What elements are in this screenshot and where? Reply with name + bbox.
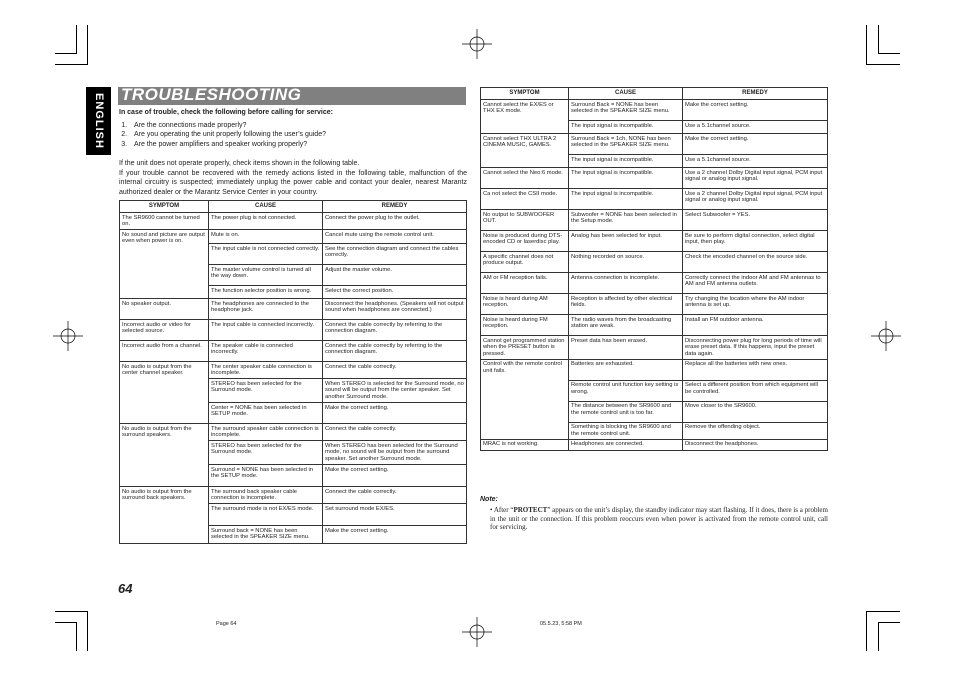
intro-section (119, 108, 467, 149)
cause-cell: The input cable is not connected correctly. (209, 244, 323, 265)
cause-cell: STEREO has been selected for the Surround mode. (209, 441, 323, 465)
table-row (481, 273, 828, 294)
crop-mark (87, 611, 88, 651)
footer-left: Page 64 (216, 621, 237, 627)
cause-cell: The input signal is incompatible. (569, 168, 683, 189)
intro-paragraphs (119, 159, 467, 197)
crop-mark (878, 53, 900, 54)
symptom-cell: Incorrect audio or video for selected source. (120, 320, 209, 341)
cause-cell: The input signal is incompatible. (569, 155, 683, 168)
remedy-cell: Connect the cable correctly by referring to the connection diagram. (323, 320, 467, 341)
remedy-cell: Use a 5.1channel source. (683, 155, 828, 168)
crop-mark (878, 622, 900, 623)
table-row (120, 362, 467, 379)
cause-cell: The center speaker cable connection is incomplete. (209, 362, 323, 379)
remedy-cell: When STEREO has been selected for the Surround mode, no sound will be output from the surround speaker. Set another Surround mode. (323, 441, 467, 465)
crop-mark (55, 64, 88, 65)
crop-mark (866, 611, 900, 612)
remedy-cell: Connect the cable correctly. (323, 362, 467, 379)
table-row (481, 134, 828, 155)
cause-cell: Headphones are connected. (569, 439, 683, 450)
remedy-cell: Replace all the batteries with new ones. (683, 359, 828, 380)
symptom-cell: The SR9600 cannot be turned on. (120, 213, 209, 230)
table-row (120, 341, 467, 362)
cause-cell: The input signal is incompatible. (569, 189, 683, 210)
remedy-cell: Use a 5.1channel source. (683, 121, 828, 134)
symptom-cell: Control with the remote control unit fails. (481, 359, 569, 439)
troubleshooting-table-left (119, 200, 467, 544)
table-row (120, 213, 467, 230)
registration-mark-icon (462, 617, 492, 647)
table-row (120, 230, 467, 244)
cause-cell: Surround Back = 1ch, NONE has been selected in the SPEAKER SIZE menu. (569, 134, 683, 155)
note-body (490, 506, 828, 532)
cause-cell: Surround = NONE has been selected in the SETUP mode. (209, 465, 323, 487)
note-keyword: PROTECT (513, 506, 548, 514)
table-row (481, 252, 828, 273)
note-text-before: • After “ (490, 506, 514, 514)
symptom-cell: Cannot select the EX/ES or THX EX mode. (481, 100, 569, 134)
intro-paragraph: If your trouble cannot be recovered with the remedy actions listed in the following table, malfunction of the internal circuitry is suspected; immediately unplug the power cable and contact your dealer, nearest Marantz authorized dealer or the Marantz Service Center in your country. (119, 169, 467, 196)
remedy-cell: Adjust the master volume. (323, 265, 467, 286)
remedy-cell: Make the correct setting. (683, 134, 828, 155)
cause-cell: Nothing recorded on source. (569, 252, 683, 273)
cause-cell: Surround Back = NONE has been selected in the SPEAKER SIZE menu. (569, 100, 683, 121)
table-row (481, 210, 828, 231)
symptom-cell: MRAC is not working. (481, 439, 569, 450)
cause-cell: The surround speaker cable connection is incomplete. (209, 424, 323, 441)
remedy-cell: Use a 2 channel Dolby Digital input signal, PCM input signal or analog input signal. (683, 189, 828, 210)
cause-cell: The surround back speaker cable connection is incomplete. (209, 487, 323, 504)
remedy-cell: Connect the cable correctly. (323, 424, 467, 441)
remedy-cell: Use a 2 channel Dolby Digital input signal, PCM input signal or analog input signal. (683, 168, 828, 189)
cause-cell: The input cable is connected incorrectly. (209, 320, 323, 341)
check-item: 1. Are the connections made properly? (129, 121, 467, 131)
crop-mark (866, 25, 867, 65)
check-list (119, 121, 467, 150)
header-remedy: REMEDY (323, 201, 467, 213)
table-row (481, 315, 828, 336)
symptom-cell: Noise is heard during AM reception. (481, 294, 569, 315)
troubleshooting-table-right (480, 87, 828, 451)
table-row (481, 100, 828, 121)
symptom-cell: Cannot select the Neo:6 mode. (481, 168, 569, 189)
table-row (481, 189, 828, 210)
symptom-cell: A specific channel does not produce output. (481, 252, 569, 273)
table-row (481, 231, 828, 252)
header-symptom: SYMPTOM (481, 88, 569, 100)
remedy-cell: Remove the offending object. (683, 422, 828, 439)
remedy-cell: Correctly connect the indoor AM and FM antennas to AM and FM antenna outlets. (683, 273, 828, 294)
intro-heading: In case of trouble, check the following before calling for service: (119, 109, 333, 116)
symptom-cell: No audio is output from the center channel speaker. (120, 362, 209, 424)
cause-cell: Reception is affected by other electrical fields. (569, 294, 683, 315)
table-row (481, 336, 828, 360)
remedy-cell: Select a different position from which equipment will be controlled. (683, 380, 828, 401)
cause-cell: Preset data has been erased. (569, 336, 683, 360)
symptom-cell: Cannot get programmed station when the PRESET button is pressed. (481, 336, 569, 360)
symptom-cell: Noise is produced during DTS-encoded CD or laserdisc play. (481, 231, 569, 252)
language-tab-label: ENGLISH (92, 93, 105, 149)
symptom-cell: Incorrect audio from a channel. (120, 341, 209, 362)
table-row (120, 320, 467, 341)
header-symptom: SYMPTOM (120, 201, 209, 213)
registration-mark-icon (462, 29, 492, 59)
crop-mark (878, 25, 879, 53)
symptom-cell: No audio is output from the surround back speakers. (120, 487, 209, 543)
cause-cell: The surround mode is not EX/ES mode. (209, 504, 323, 526)
cause-cell: The headphones are connected to the headphone jack. (209, 299, 323, 320)
remedy-cell: Try changing the location where the AM indoor antenna is set up. (683, 294, 828, 315)
remedy-cell: Make the correct setting. (323, 526, 467, 543)
symptom-cell: No output to SUBWOOFER OUT. (481, 210, 569, 231)
table-row (481, 168, 828, 189)
remedy-cell: Connect the cable correctly. (323, 487, 467, 504)
crop-mark (55, 611, 88, 612)
page-title: TROUBLESHOOTING (121, 85, 302, 104)
table-row (120, 424, 467, 441)
symptom-cell: Ca not select the CSII mode. (481, 189, 569, 210)
cause-cell: Remote control unit function key setting is wrong. (569, 380, 683, 401)
registration-mark-icon (871, 321, 901, 351)
symptom-cell: No sound and picture are output even when power is on. (120, 230, 209, 299)
crop-mark (76, 25, 77, 53)
cause-cell: Something is blocking the SR9600 and the remote control unit. (569, 422, 683, 439)
note-title: Note: (480, 496, 498, 503)
crop-mark (87, 25, 88, 65)
remedy-cell: Check the encoded channel on the source side. (683, 252, 828, 273)
remedy-cell: Disconnect the headphones. (683, 439, 828, 450)
cause-cell: Mute is on. (209, 230, 323, 244)
table-row (120, 487, 467, 504)
cause-cell: The master volume control is turned all the way down. (209, 265, 323, 286)
remedy-cell: Make the correct setting. (323, 403, 467, 424)
cause-cell: Surround back = NONE has been selected in the SPEAKER SIZE menu. (209, 526, 323, 543)
table-header-row (120, 201, 467, 213)
cause-cell: The distance between the SR9600 and the remote control unit is too far. (569, 401, 683, 422)
remedy-cell: Cancel mute using the remote control unit. (323, 230, 467, 244)
cause-cell: The function selector position is wrong. (209, 286, 323, 299)
crop-mark (878, 622, 879, 651)
header-remedy: REMEDY (683, 88, 828, 100)
table-row (481, 439, 828, 450)
remedy-cell: Be sure to perform digital connection, select digital input, then play. (683, 231, 828, 252)
cause-cell: STEREO has been selected for the Surround mode. (209, 379, 323, 403)
cause-cell: Subwoofer = NONE has been selected in the Setup mode. (569, 210, 683, 231)
cause-cell: The power plug is not connected. (209, 213, 323, 230)
check-item: 3. Are the power amplifiers and speaker working properly? (129, 140, 467, 150)
cause-cell: Analog has been selected for input. (569, 231, 683, 252)
cause-cell: Batteries are exhausted. (569, 359, 683, 380)
page-title-bar (118, 87, 466, 105)
intro-paragraph: If the unit does not operate properly, check items shown in the following table. (119, 160, 360, 167)
cause-cell: Center = NONE has been selected in SETUP mode. (209, 403, 323, 424)
table-row (120, 299, 467, 320)
remedy-cell: Connect the cable correctly by referring to the connection diagram. (323, 341, 467, 362)
remedy-cell: Set surround mode EX/ES. (323, 504, 467, 526)
page-number: 64 (118, 581, 133, 596)
remedy-cell: Disconnecting power plug for long periods of time will erase preset data. If this happens, input the preset data again. (683, 336, 828, 360)
table-header-row (481, 88, 828, 100)
remedy-cell: Select Subwoofer = YES. (683, 210, 828, 231)
footer-right: 05.5.23, 5:58 PM (540, 621, 582, 627)
remedy-cell: Make the correct setting. (683, 100, 828, 121)
header-cause: CAUSE (569, 88, 683, 100)
symptom-cell: Cannot select THX ULTRA 2 CINEMA MUSIC, GAMES. (481, 134, 569, 168)
language-tab (86, 87, 111, 155)
table-row (481, 294, 828, 315)
cause-cell: The input signal is incompatible. (569, 121, 683, 134)
registration-mark-icon (53, 321, 83, 351)
check-item: 2. Are you operating the unit properly following the user’s guide? (129, 130, 467, 140)
remedy-cell: Make the correct setting. (323, 465, 467, 487)
remedy-cell: When STEREO is selected for the Surround mode, no sound will be output from the center speaker. Set another Surround mode. (323, 379, 467, 403)
crop-mark (866, 611, 867, 651)
remedy-cell: Select the correct position. (323, 286, 467, 299)
remedy-cell: Disconnect the headphones. (Speakers will not output sound when headphones are connected.) (323, 299, 467, 320)
crop-mark (76, 622, 77, 651)
remedy-cell: Connect the power plug to the outlet. (323, 213, 467, 230)
remedy-cell: Move closer to the SR9600. (683, 401, 828, 422)
cause-cell: The radio waves from the broadcasting station are weak. (569, 315, 683, 336)
cause-cell: The speaker cable is connected incorrectly. (209, 341, 323, 362)
symptom-cell: AM or FM reception fails. (481, 273, 569, 294)
remedy-cell: Install an FM outdoor antenna. (683, 315, 828, 336)
symptom-cell: No audio is output from the surround speakers. (120, 424, 209, 487)
header-cause: CAUSE (209, 201, 323, 213)
table-row (481, 359, 828, 380)
symptom-cell: No speaker output. (120, 299, 209, 320)
cause-cell: Antenna connection is incomplete. (569, 273, 683, 294)
crop-mark (55, 622, 77, 623)
remedy-cell: See the connection diagram and connect the cables correctly. (323, 244, 467, 265)
crop-mark (55, 53, 77, 54)
crop-mark (866, 64, 900, 65)
symptom-cell: Noise is heard during FM reception. (481, 315, 569, 336)
note-text-after: ” appears on the unit’s display, the standby indicator may start flashing. If it does, there is a problem in the unit or the connection. If this problem reoccurs even when power is activated from the remote control unit, call for servicing. (490, 506, 828, 531)
